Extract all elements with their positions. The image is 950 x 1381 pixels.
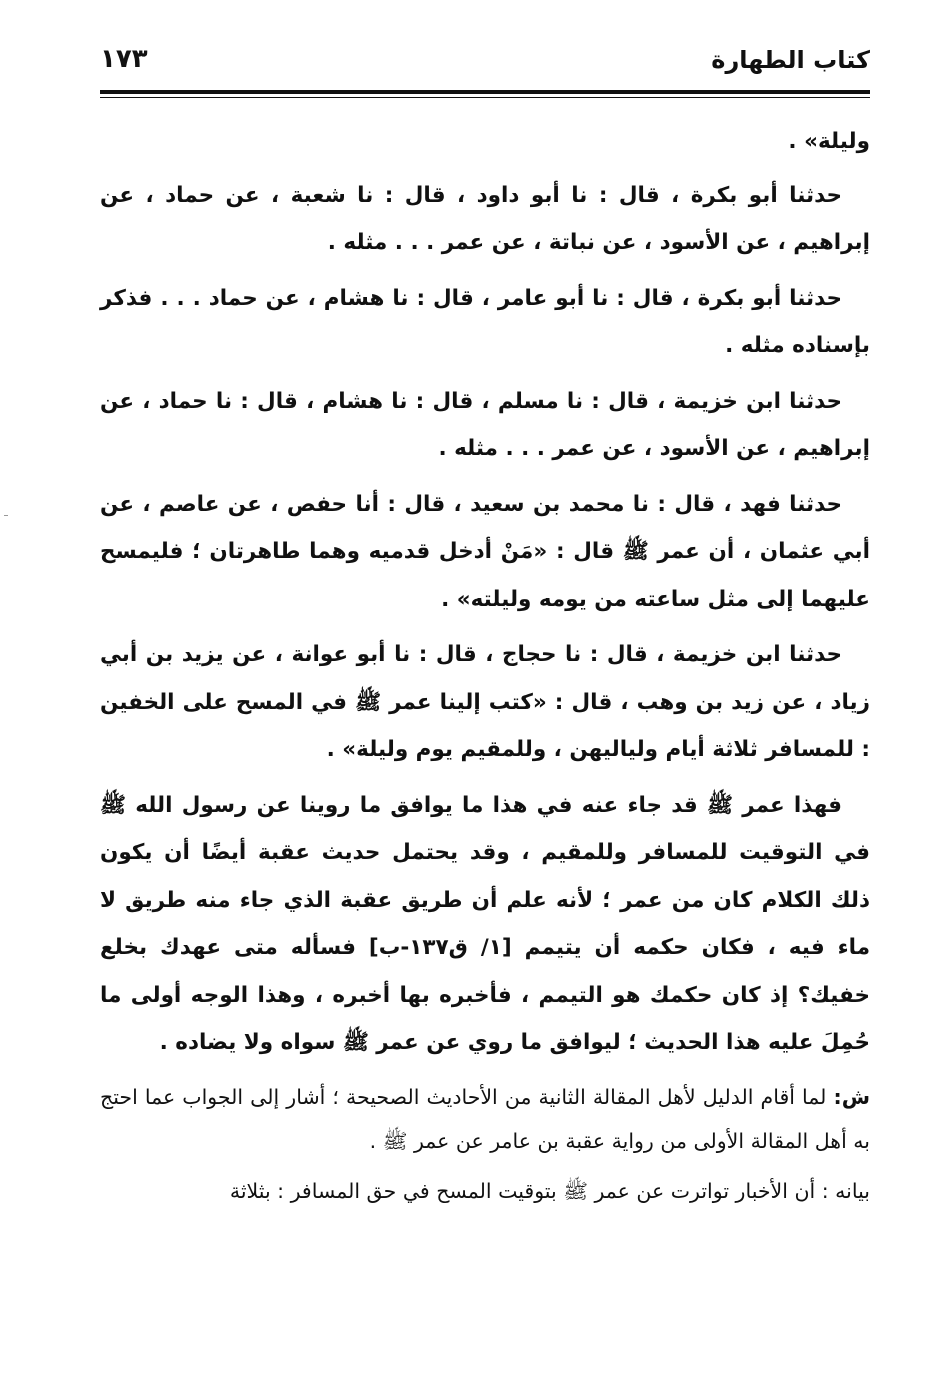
commentary-text: لما أقام الدليل لأهل المقالة الثانية من الأحاديث الصحيحة ؛ أشار إلى الجواب عما احتج به أهل المقالة الأولى من رواية عقبة بن عامر عن عمر ﷺ .: [100, 1084, 870, 1153]
header-rule-thin: [100, 97, 870, 98]
paragraph: وليلة» .: [788, 129, 870, 154]
commentary-paragraph: [100, 1169, 870, 1213]
page-header: [100, 44, 870, 88]
paragraph: حدثنا ابن خزيمة ، قال : نا حجاج ، قال : نا أبو عوانة ، عن يزيد بن أبي زياد ، عن زيد بن وهب ، قال : «كتب إلينا عمر ﷺ في المسح على الخفين : للمسافر ثلاثة أيام ولياليهن ، وللمقيم يوم وليلة» .: [100, 642, 870, 762]
running-title: كتاب الطهارة: [711, 46, 870, 74]
commentary-label: ش:: [833, 1084, 870, 1109]
paragraph: حدثنا ابن خزيمة ، قال : نا مسلم ، قال : نا هشام ، قال : نا حماد ، عن إبراهيم ، عن الأسود ، عن عمر . . . مثله .: [100, 388, 870, 461]
paragraph: حدثنا أبو بكرة ، قال : نا أبو داود ، قال : نا شعبة ، عن حماد ، عن إبراهيم ، عن الأسود ، عن نباتة ، عن عمر . . . مثله .: [100, 182, 870, 255]
page-number: ١٧٣: [100, 44, 148, 74]
paragraph: فهذا عمر ﷺ قد جاء عنه في هذا ما يوافق ما روينا عن رسول الله ﷺ في التوقيت للمسافر وللمقيم ، وقد يحتمل حديث عقبة أيضًا أن يكون ذلك الكلام كان من عمر ؛ لأنه علم أن طريق عقبة الذي جاء منه طريق لا ماء فيه ، فكان حكمه أن يتيمم [١/ ق١٣٧-ب] فسأله متى عهدك بخلع خفيك؟ إذ كان حكمك هو التيمم ، فأخبره بها أخبره ، وهذا الوجه أولى ما حُمِلَ عليه هذا الحديث ؛ ليوافق ما روي عن عمر ﷺ سواه ولا يضاده .: [100, 792, 871, 1055]
paragraph: حدثنا فهد ، قال : نا محمد بن سعيد ، قال : أنا حفص ، عن عاصم ، عن أبي عثمان ، أن عمر ﷺ قال : «مَنْ أدخل قدميه وهما طاهرتان ؛ فليمسح عليهما إلى مثل ساعته من يومه وليلته» .: [100, 491, 870, 612]
commentary-text: بيانه : أن الأخبار تواترت عن عمر ﷺ بتوقيت المسح في حق المسافر : بثلاثة: [229, 1178, 870, 1203]
main-text: [100, 118, 870, 1341]
commentary-paragraph: [100, 1075, 870, 1163]
paragraph: حدثنا أبو بكرة ، قال : نا أبو عامر ، قال : نا هشام ، عن حماد . . . فذكر بإسناده مثله .: [100, 285, 870, 358]
header-rule-thick: [100, 90, 870, 94]
margin-mark: [4, 515, 8, 516]
